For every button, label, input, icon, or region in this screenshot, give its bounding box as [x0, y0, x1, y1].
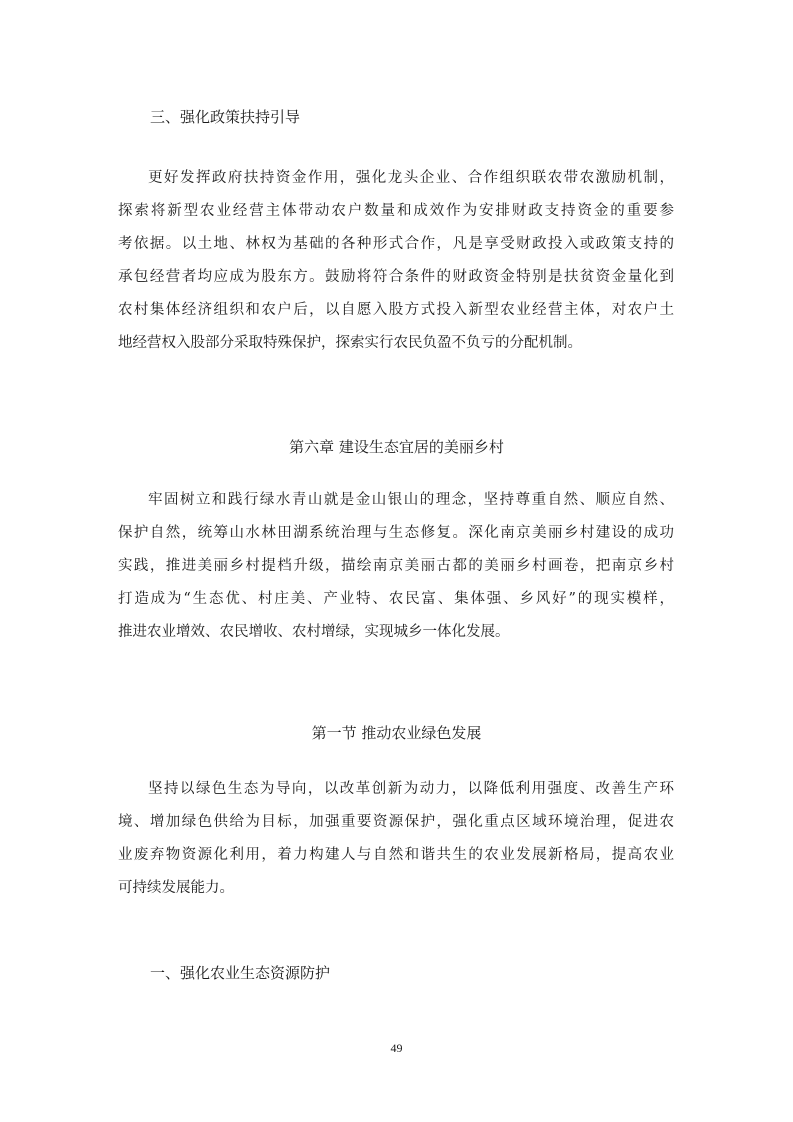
paragraph-line: 探索将新型农业经营主体带动农户数量和成效作为安排财政支持资金的重要参 — [118, 203, 674, 219]
item-heading-one: 一、强化农业生态资源防护 — [150, 964, 331, 982]
paragraph-line: 境、增加绿色供给为目标，加强重要资源保护，强化重点区域环境治理，促进农 — [118, 814, 674, 830]
paragraph-line: 承包经营者均应成为股东方。鼓励将符合条件的财政资金特别是扶贫资金量化到 — [118, 269, 674, 285]
paragraph-ecological-village — [118, 489, 674, 654]
paragraph-line: 农村集体经济组织和农户后，以自愿入股方式投入新型农业经营主体，对农户土 — [118, 302, 674, 318]
paragraph-line: 更好发挥政府扶持资金作用，强化龙头企业、合作组织联农带农激励机制， — [148, 170, 674, 186]
paragraph-line: 坚持以绿色生态为导向，以改革创新为动力，以降低利用强度、改善生产环 — [148, 781, 674, 797]
paragraph-policy-support — [118, 167, 674, 365]
paragraph-line: 打造成为“生态优、村庄美、产业特、农民富、集体强、乡风好”的现实模样， — [118, 591, 674, 607]
chapter-heading-six: 第六章 建设生态宜居的美丽乡村 — [289, 438, 504, 456]
section-heading-three: 三、强化政策扶持引导 — [150, 108, 301, 126]
paragraph-line: 推进农业增效、农民增收、农村增绿，实现城乡一体化发展。 — [118, 624, 510, 640]
paragraph-line: 保护自然，统筹山水林田湖系统治理与生态修复。深化南京美丽乡村建设的成功 — [118, 525, 674, 541]
paragraph-line: 牢固树立和践行绿水青山就是金山银山的理念，坚持尊重自然、顺应自然、 — [148, 492, 674, 508]
page-number: 49 — [390, 1041, 403, 1055]
paragraph-line: 地经营权入股部分采取特殊保护，探索实行农民负盈不负亏的分配机制。 — [118, 335, 582, 351]
paragraph-line: 考依据。以土地、林权为基础的各种形式合作，凡是享受财政投入或政策支持的 — [118, 236, 674, 252]
paragraph-line: 实践，推进美丽乡村提档升级，描绘南京美丽古都的美丽乡村画卷，把南京乡村 — [118, 558, 674, 574]
section-heading-one: 第一节 推动农业绿色发展 — [311, 724, 482, 742]
paragraph-line: 业废弃物资源化利用，着力构建人与自然和谐共生的农业发展新格局，提高农业 — [118, 847, 674, 863]
paragraph-line: 可持续发展能力。 — [118, 880, 234, 896]
paragraph-green-agriculture — [118, 778, 674, 910]
